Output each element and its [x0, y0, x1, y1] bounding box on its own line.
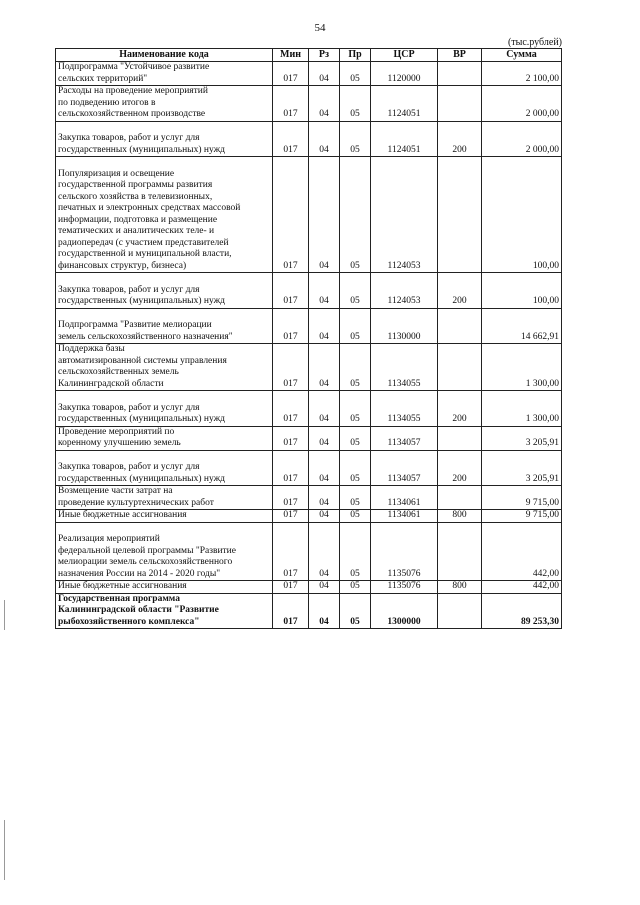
- cell-min: 017: [273, 344, 309, 391]
- table-row: [56, 510, 562, 523]
- cell-pr: 05: [340, 121, 371, 157]
- cell-sum: 442,00: [482, 581, 562, 594]
- cell-vr: [438, 593, 482, 629]
- cell-rz: 04: [309, 157, 340, 273]
- cell-rz: 04: [309, 486, 340, 510]
- cell-vr: 800: [438, 581, 482, 594]
- table-row: [56, 426, 562, 450]
- cell-rz: 04: [309, 593, 340, 629]
- cell-pr: 05: [340, 86, 371, 122]
- table-header-row: [56, 49, 562, 62]
- table-row: [56, 273, 562, 309]
- cell-sum: 100,00: [482, 157, 562, 273]
- cell-name: Закупка товаров, работ и услуг для государственных (муниципальных) нужд: [56, 121, 273, 157]
- header-sum: Сумма: [482, 49, 562, 62]
- cell-csr: 1124051: [371, 86, 438, 122]
- units-label: (тыс.рублей): [507, 37, 562, 48]
- header-pr: Пр: [340, 49, 371, 62]
- cell-pr: 05: [340, 391, 371, 427]
- cell-sum: 9 715,00: [482, 486, 562, 510]
- cell-min: 017: [273, 121, 309, 157]
- cell-min: 017: [273, 426, 309, 450]
- table-row: [56, 86, 562, 122]
- table-row: [56, 581, 562, 594]
- table-row: [56, 450, 562, 486]
- cell-min: 017: [273, 86, 309, 122]
- cell-rz: 04: [309, 273, 340, 309]
- cell-name: Иные бюджетные ассигнования: [56, 581, 273, 594]
- cell-rz: 04: [309, 344, 340, 391]
- cell-pr: 05: [340, 450, 371, 486]
- cell-csr: 1134061: [371, 510, 438, 523]
- cell-csr: 1120000: [371, 62, 438, 86]
- cell-csr: 1134055: [371, 391, 438, 427]
- cell-pr: 05: [340, 273, 371, 309]
- cell-sum: 442,00: [482, 522, 562, 581]
- cell-rz: 04: [309, 86, 340, 122]
- cell-csr: 1300000: [371, 593, 438, 629]
- cell-name: Подпрограмма "Устойчивое развитие сельских территорий": [56, 62, 273, 86]
- table-row: [56, 522, 562, 581]
- cell-sum: 14 662,91: [482, 308, 562, 344]
- cell-pr: 05: [340, 581, 371, 594]
- cell-name: Проведение мероприятий по коренному улучшению земель: [56, 426, 273, 450]
- table-row: [56, 121, 562, 157]
- cell-name: Закупка товаров, работ и услуг для государственных (муниципальных) нужд: [56, 391, 273, 427]
- cell-csr: 1124053: [371, 157, 438, 273]
- cell-pr: 05: [340, 510, 371, 523]
- cell-vr: [438, 344, 482, 391]
- cell-name: Закупка товаров, работ и услуг для государственных (муниципальных) нужд: [56, 273, 273, 309]
- cell-min: 017: [273, 593, 309, 629]
- cell-name: Закупка товаров, работ и услуг для государственных (муниципальных) нужд: [56, 450, 273, 486]
- cell-vr: 200: [438, 121, 482, 157]
- cell-rz: 04: [309, 62, 340, 86]
- cell-sum: 2 000,00: [482, 121, 562, 157]
- cell-rz: 04: [309, 510, 340, 523]
- cell-name: Расходы на проведение мероприятий по подведению итогов в сельскохозяйственном производстве: [56, 86, 273, 122]
- table-row: [56, 157, 562, 273]
- cell-csr: 1124051: [371, 121, 438, 157]
- cell-sum: 2 000,00: [482, 86, 562, 122]
- table-row: [56, 593, 562, 629]
- cell-csr: 1134061: [371, 486, 438, 510]
- table-row: [56, 391, 562, 427]
- header-csr: ЦСР: [371, 49, 438, 62]
- cell-min: 017: [273, 450, 309, 486]
- scan-edge-mark: [4, 600, 5, 630]
- cell-vr: [438, 62, 482, 86]
- cell-name: Подпрограмма "Развитие мелиорации земель сельскохозяйственного назначения": [56, 308, 273, 344]
- cell-sum: 1 300,00: [482, 391, 562, 427]
- cell-rz: 04: [309, 426, 340, 450]
- cell-pr: 05: [340, 62, 371, 86]
- cell-pr: 05: [340, 157, 371, 273]
- cell-csr: 1130000: [371, 308, 438, 344]
- cell-pr: 05: [340, 344, 371, 391]
- table-row: [56, 308, 562, 344]
- cell-name: Государственная программа Калининградской области "Развитие рыбохозяйственного комплекса": [56, 593, 273, 629]
- cell-csr: 1134057: [371, 450, 438, 486]
- cell-sum: 9 715,00: [482, 510, 562, 523]
- header-rz: Рз: [309, 49, 340, 62]
- cell-min: 017: [273, 581, 309, 594]
- cell-csr: 1135076: [371, 522, 438, 581]
- cell-name: Реализация мероприятий федеральной целевой программы "Развитие мелиорации земель сельскохозяйственного назначения России на 2014 - 2020 годы": [56, 522, 273, 581]
- budget-table: [55, 48, 562, 629]
- cell-vr: 200: [438, 391, 482, 427]
- cell-min: 017: [273, 308, 309, 344]
- cell-vr: [438, 522, 482, 581]
- cell-min: 017: [273, 62, 309, 86]
- cell-vr: [438, 86, 482, 122]
- cell-min: 017: [273, 510, 309, 523]
- cell-sum: 3 205,91: [482, 426, 562, 450]
- header-name: Наименование кода: [56, 49, 273, 62]
- cell-rz: 04: [309, 308, 340, 344]
- cell-min: 017: [273, 391, 309, 427]
- table-row: [56, 62, 562, 86]
- cell-pr: 05: [340, 486, 371, 510]
- cell-rz: 04: [309, 450, 340, 486]
- cell-vr: [438, 157, 482, 273]
- cell-vr: [438, 308, 482, 344]
- cell-name: Популяризация и освещение государственной программы развития сельского хозяйства в телевизионных, печатных и электронных средствах массовой информации, подготовка и размещение тематических и аналитических теле- и радиопередач (с участием представителей государственной и муниципальной власти, финансовых структур, бизнеса): [56, 157, 273, 273]
- header-min: Мин: [273, 49, 309, 62]
- cell-name: Поддержка базы автоматизированной системы управления сельскохозяйственных земель Калининградской области: [56, 344, 273, 391]
- cell-sum: 1 300,00: [482, 344, 562, 391]
- cell-vr: [438, 426, 482, 450]
- cell-pr: 05: [340, 426, 371, 450]
- cell-sum: 89 253,30: [482, 593, 562, 629]
- table-row: [56, 486, 562, 510]
- cell-vr: 200: [438, 273, 482, 309]
- cell-pr: 05: [340, 593, 371, 629]
- cell-name: Иные бюджетные ассигнования: [56, 510, 273, 523]
- header-vr: ВР: [438, 49, 482, 62]
- cell-csr: 1124053: [371, 273, 438, 309]
- cell-rz: 04: [309, 581, 340, 594]
- cell-rz: 04: [309, 391, 340, 427]
- cell-sum: 3 205,91: [482, 450, 562, 486]
- cell-min: 017: [273, 157, 309, 273]
- page-number: 54: [314, 22, 326, 34]
- cell-vr: 200: [438, 450, 482, 486]
- cell-name: Возмещение части затрат на проведение культуртехнических работ: [56, 486, 273, 510]
- table-row: [56, 344, 562, 391]
- cell-sum: 100,00: [482, 273, 562, 309]
- cell-sum: 2 100,00: [482, 62, 562, 86]
- cell-vr: [438, 486, 482, 510]
- cell-min: 017: [273, 522, 309, 581]
- cell-rz: 04: [309, 522, 340, 581]
- cell-min: 017: [273, 486, 309, 510]
- cell-pr: 05: [340, 522, 371, 581]
- cell-min: 017: [273, 273, 309, 309]
- cell-csr: 1135076: [371, 581, 438, 594]
- cell-rz: 04: [309, 121, 340, 157]
- cell-csr: 1134057: [371, 426, 438, 450]
- cell-csr: 1134055: [371, 344, 438, 391]
- cell-pr: 05: [340, 308, 371, 344]
- scan-edge-mark: [4, 820, 5, 880]
- cell-vr: 800: [438, 510, 482, 523]
